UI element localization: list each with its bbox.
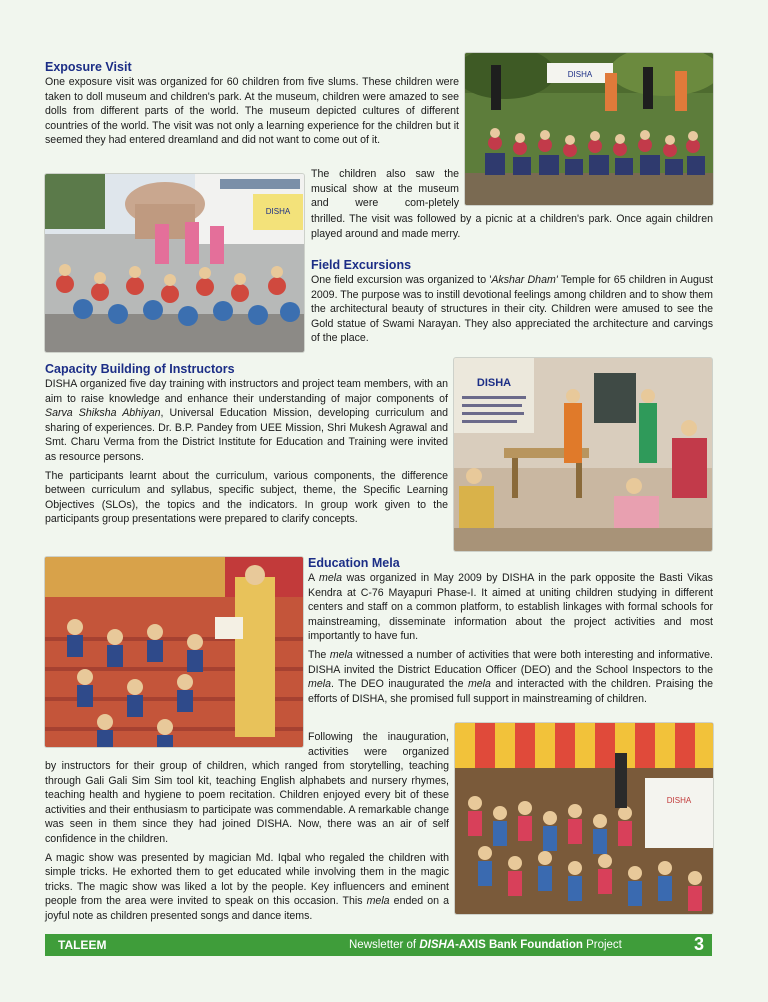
capacity-building-paragraph-2: The participants learnt about the curriculum, various components, the difference between curriculum and syllabus, specific subject, theme, the Specific Learning Objectives (SLOs), the topics and the indicators. In group work given to the participants group presentations were prepared to clarify concepts.: [45, 469, 448, 526]
field-text-em: Akshar Dham': [491, 274, 558, 286]
banner-text-1: DISHA: [567, 70, 593, 79]
capacity-building-paragraph-1: [45, 377, 448, 465]
mela-p2-text-a: The: [308, 648, 330, 661]
photo-mela-children-reading-graphic: [45, 557, 303, 747]
photo-children-in-park: [465, 53, 713, 205]
exposure-visit-continued: [311, 167, 459, 211]
footer-bar: [45, 934, 712, 956]
photo-children-at-museum-graphic: [45, 174, 304, 352]
field-excursions-paragraph: [311, 273, 713, 346]
mela-p2-em-2: mela: [308, 678, 331, 691]
exposure-visit-continued-b: [311, 212, 713, 241]
banner-text-4: DISHA: [666, 796, 692, 805]
field-text-2: Temple for 65 children in August 2009. The purpose was to instill devotional feelings among children and to show them the architectural beauty of structures in their city. Children were amused to see the Gold statue of Swami Narayan. They also appreciated the architecture and carvings of the place.: [311, 274, 713, 345]
footer-text-post: Project: [582, 939, 622, 951]
banner-text-3: DISHA: [476, 377, 512, 389]
photo-training-session-graphic: [454, 358, 712, 551]
education-mela-p3-start: [308, 730, 449, 759]
footer-newsletter-description: [349, 939, 622, 951]
mela-p1-text-b: was organized in May 2009 by DISHA in the park opposite the Basti Vikas Kendra at C-76 Mayapuri Phase-I. It aimed at uniting children studying in different centers and staff on a common platform, to establish linkages with formal schools for mainstreaming, disseminate information about the project activities and most importantly to have fun.: [308, 572, 713, 643]
mela-p4-em: mela: [366, 895, 390, 908]
photo-children-at-museum: [45, 174, 304, 352]
exposure-visit-paragraph: One exposure visit was organized for 60 children from five slums. These children were taken to doll museum and children's park. At the museum, children were amazed to see dolls from different parts of the world. The museum depicted cultures of different countries of the world. The visit was not only a learning experience for the children but it seemed they had entered dreamland and did not want to come out of it.: [45, 76, 459, 147]
footer-newsletter-name: TALEEM: [58, 938, 107, 952]
page-number: 3: [693, 934, 704, 954]
education-mela-paragraph-1: [308, 571, 713, 644]
mela-p1-text-a: A: [308, 572, 319, 584]
photo-mela-crowd-graphic: [455, 723, 713, 914]
education-mela-paragraph-4: [45, 851, 449, 924]
education-mela-paragraph-3a: Following the inauguration, activities were organized: [308, 731, 449, 758]
field-excursions-heading: Field Excursions: [311, 258, 412, 272]
mela-p2-text-c: . The DEO inaugurated the: [330, 678, 468, 691]
capacity-building-heading: Capacity Building of Instructors: [45, 362, 235, 376]
capacity-text-em: Sarva Shiksha Abhiyan: [45, 407, 161, 420]
exposure-visit-heading: Exposure Visit: [45, 60, 132, 74]
photo-mela-crowd: [455, 723, 713, 914]
mela-p1-em: mela: [319, 572, 342, 584]
exposure-visit-paragraph-2b: thrilled. The visit was followed by a picnic at a children's park. Once again children played around and made merry.: [311, 213, 713, 240]
capacity-building-section: [45, 362, 448, 527]
photo-training-session: [454, 358, 712, 551]
capacity-text-2: , Universal Education Mission, developing curriculum and sharing of experiences. Dr. B.P. Pandey from UEE Mission, Shri Mukesh Agrawal and Smt. Charu Verma from the District Institute for Education and Training were invited as resource persons.: [45, 407, 448, 463]
mela-p2-text-b: witnessed a number of activities that were both interesting and informative. DISHA invited the District Education Officer (DEO) and the School Inspectors to the: [308, 648, 713, 676]
photo-mela-children-reading: [45, 557, 303, 747]
field-excursions-section: [311, 258, 713, 346]
education-mela-p3-cont: [45, 759, 449, 924]
banner-text-2: DISHA: [265, 207, 291, 216]
education-mela-paragraph-2: [308, 648, 713, 706]
footer-text-pre: Newsletter of: [349, 939, 420, 951]
mela-p2-em-1: mela: [329, 648, 353, 661]
education-mela-paragraph-3b: by instructors for their group of children, which ranged from storytelling, teaching through Gali Gali Sim Sim tool kit, teaching English alphabets and nursery rhymes, teaching health and hygiene to poem recitation. Children enjoyed every bit of these activities and their enthusiasm to participate was commendable. A remarkable change was seen in them since they had joined DISHA. Now, there was an air of self confidence in the children.: [45, 760, 449, 845]
mela-p4-text-a: A magic show was presented by magician Md. Iqbal who regaled the children with simple tricks. He exhorted them to get educated while involving them in the magic tricks. The magic show was liked a lot by the people. Key influencers and eminent people from the area were invited to speak on this occasion. This: [45, 851, 449, 908]
education-mela-heading: Education Mela: [308, 556, 400, 570]
footer-text-em: DISHA: [419, 939, 456, 951]
mela-p2-em-3: mela: [467, 678, 491, 691]
capacity-text-1: DISHA organized five day training with instructors and project team members, with an aim to raise knowledge and enhance their understanding of major components of: [45, 378, 448, 405]
exposure-visit-paragraph-2a: The children also saw the musical show at the museum and were com-pletely: [311, 168, 459, 210]
exposure-visit-section: [45, 60, 459, 148]
mela-p2-text-d: and interacted with the children. Praising the efforts of DISHA, she promised full support in mainstreaming of children.: [308, 678, 713, 705]
photo-children-in-park-graphic: [465, 53, 713, 205]
field-text-1: One field excursion was organized to ': [311, 274, 492, 286]
footer-text-bold: -AXIS Bank Foundation: [455, 939, 583, 951]
education-mela-section: [308, 556, 713, 706]
mela-p4-text-b: ended on a joyful note as children presented songs and dance items.: [45, 895, 449, 922]
